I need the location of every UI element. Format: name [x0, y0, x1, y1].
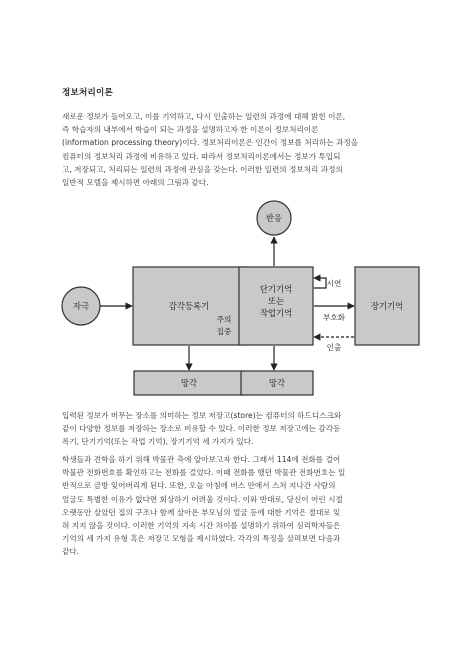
text-line: 즉 학습자의 내부에서 학습이 되는 과정을 설명하고자 한 이론이 정보처리이론 — [62, 125, 319, 135]
sensory-register-label: 감각등록기 — [168, 301, 210, 311]
text-line: 새로운 정보가 들어오고, 이를 기억하고, 다시 인출하는 일련의 과정에 대해 밝힌 이론, — [62, 112, 346, 121]
encoding-label: 부호화 — [322, 313, 346, 322]
example-paragraph — [62, 453, 414, 559]
diagram-labels-layer — [58, 200, 418, 405]
text-line: 컴퓨터의 정보처리 과정에 비유하고 있다. 따라서 정보처리이론에서는 정보가 투입되 — [62, 151, 341, 161]
store-paragraph — [62, 409, 414, 449]
text-line: 박물관 전화번호를 확인하고는 전화를 걸었다. 이때 전화를 했던 박물관 전화번호는 일 — [62, 468, 346, 478]
attention-label-1: 주의 — [216, 315, 232, 324]
text-line: 일반적 모델을 제시하면 아래의 그림과 같다. — [62, 178, 209, 188]
text-line: 반적으로 금방 잊어버리게 된다. 또한, 오늘 아침에 버스 안에서 스쳐 지나간 사람의 — [62, 481, 336, 491]
response-label: 반응 — [265, 213, 283, 223]
forgetting-label: 망각 — [268, 378, 286, 388]
retrieval-label: 인출 — [326, 343, 342, 352]
text-line: 오랫동안 살았던 집의 구조나 함께 살아온 부모님의 얼굴 등에 대한 기억은 절대로 잊 — [62, 507, 341, 517]
stm-label-3: 작업기억 — [259, 308, 293, 318]
text-line: 입력된 정보가 머무는 장소를 의미하는 정보 저장고(store)는 컴퓨터의 하드디스크와 — [62, 411, 342, 420]
text-line: 혀 지지 않을 것이다. 이러한 기억의 지속 시간 차이를 설명하기 위하여 심리학자들은 — [62, 521, 341, 531]
forgetting-label: 망각 — [180, 378, 198, 388]
stm-label-1: 단기기억 — [259, 284, 293, 294]
intro-paragraph — [62, 110, 414, 189]
rehearsal-label: 시연 — [326, 279, 342, 288]
text-line: 록기, 단기기억(또는 작업 기억), 장기기억 세 가지가 있다. — [62, 437, 254, 447]
text-line: (information processing theory)이다. 정보처리이론은 인간이 정보를 처리하는 과정을 — [62, 138, 359, 148]
text-line: 같이 다양한 정보를 저장하는 장소로 비유할 수 있다. 이러한 정보 저장고에는 감각등 — [62, 424, 341, 434]
stm-label-2: 또는 — [267, 296, 285, 306]
attention-label-2: 집중 — [216, 327, 232, 336]
text-line: 고, 저장되고, 처리되는 일련의 과정에 관심을 갖는다. 이러한 일련의 정보처리 과정의 — [62, 164, 343, 174]
stimulus-label: 자극 — [72, 301, 90, 311]
text-line: 기억의 세 가지 유형 혹은 저장고 모형을 제시하였다. 각각의 특징을 살펴보면 다음과 — [62, 534, 341, 544]
long-term-memory-label: 장기기억 — [370, 301, 404, 311]
text-line: 학생들과 견학을 하기 위해 박물관 측에 알아보고자 한다. 그래서 114에 전화를 걸어 — [62, 455, 341, 464]
text-line: 같다. — [62, 547, 80, 557]
text-line: 얼굴도 특별한 이유가 없다면 회상하기 어려울 것이다. 이와 반대로, 당신이 어린 시절 — [62, 494, 343, 504]
section-title: 정보처리이론 — [62, 88, 114, 98]
